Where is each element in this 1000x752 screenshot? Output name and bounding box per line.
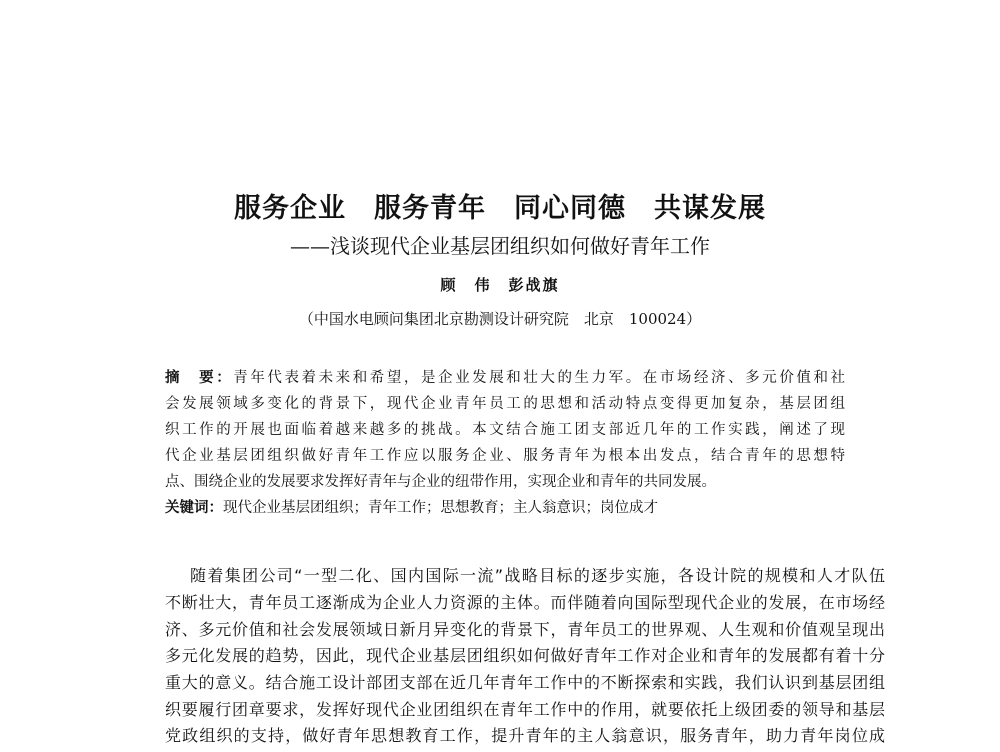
abstract-line bbox=[165, 366, 845, 388]
body-line: 不断壮大，青年员工逐渐成为企业人力资源的主体。而伴随着向国际型现代企业的发展，在市场经 bbox=[165, 593, 885, 612]
affiliation: （中国水电顾问集团北京勘测设计研究院 北京 100024） bbox=[298, 310, 702, 328]
abstract-line: 织工作的开展也面临着越来越多的挑战。本文结合施工团支部近几年的工作实践，阐述了现 bbox=[165, 422, 845, 438]
abstract-line: 会发展领域多变化的背景下，现代企业青年员工的思想和活动特点变得更加复杂，基层团组 bbox=[165, 396, 845, 412]
abstract-line: 代企业基层团组织做好青年工作应以服务企业、服务青年为根本出发点，结合青年的思想特 bbox=[165, 448, 845, 464]
body-line: 济、多元价值和社会发展领域日新月异变化的背景下，青年员工的世界观、人生观和价值观呈现出 bbox=[165, 620, 885, 639]
keywords-label: 关键词： bbox=[165, 500, 223, 516]
abstract-line: 点、围绕企业的发展要求发挥好青年与企业的纽带作用，实现企业和青年的共同发展。 bbox=[165, 474, 716, 490]
paper-title: 服务企业 服务青年 同心同德 共谋发展 bbox=[234, 193, 766, 224]
keywords: 现代企业基层团组织；青年工作；思想教育；主人翁意识；岗位成才 bbox=[223, 500, 658, 516]
authors: 顾 伟 彭战旗 bbox=[440, 276, 560, 294]
abstract-text: 青年代表着未来和希望，是企业发展和壮大的生力军。在市场经济、多元价值和社 bbox=[233, 370, 845, 386]
keywords-line bbox=[165, 496, 845, 518]
body-line: 重大的意义。结合施工设计部团支部在近几年青年工作中的不断探索和实践，我们认识到基层团组 bbox=[165, 673, 885, 692]
body-line: 多元化发展的趋势，因此，现代企业基层团组织如何做好青年工作对企业和青年的发展都有着十分 bbox=[165, 646, 885, 665]
abstract-label: 摘 要： bbox=[165, 370, 234, 386]
body-line: 随着集团公司“一型二化、国内国际一流”战略目标的逐步实施，各设计院的规模和人才队伍 bbox=[190, 566, 885, 585]
paper-subtitle: ——浅谈现代企业基层团组织如何做好青年工作 bbox=[290, 234, 710, 258]
body-line: 党政组织的支持，做好青年思想教育工作，提升青年的主人翁意识，服务青年，助力青年岗位成 bbox=[165, 726, 885, 745]
body-line: 织要履行团章要求，发挥好现代企业团组织在青年工作中的作用，就要依托上级团委的领导和基层 bbox=[165, 700, 885, 719]
